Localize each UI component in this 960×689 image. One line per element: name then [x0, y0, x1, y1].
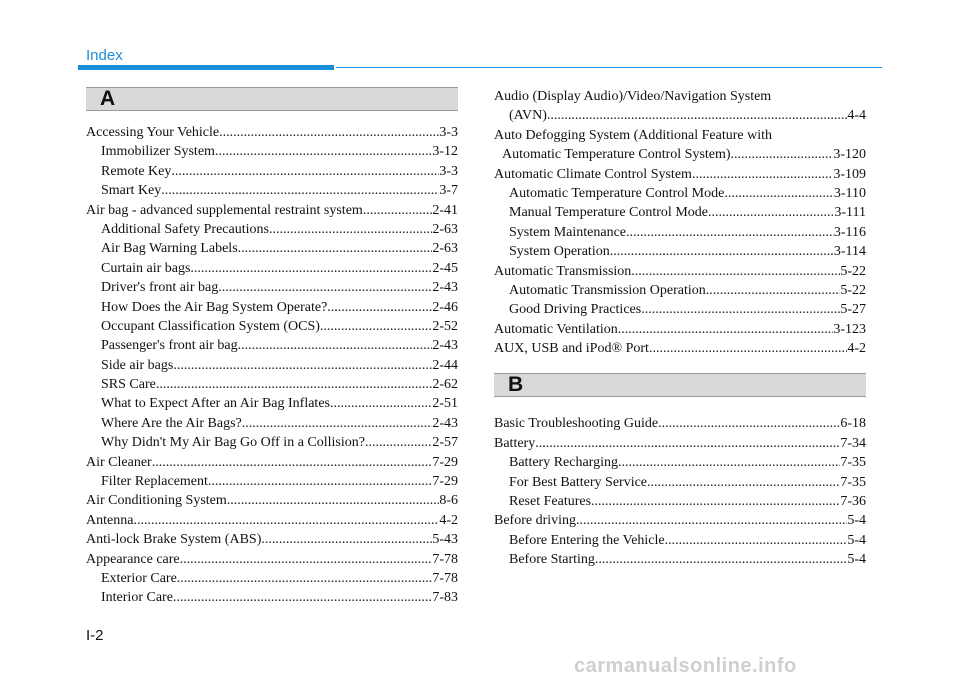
entry-text: System Operation — [509, 244, 610, 260]
entry-page: 5-4 — [847, 532, 866, 548]
entry-text: How Does the Air Bag System Operate? — [101, 299, 328, 315]
entry-page: 2-52 — [432, 318, 458, 334]
index-entry[interactable] — [86, 530, 458, 549]
entry-page: 2-63 — [432, 221, 458, 237]
entry-text: Before Starting — [509, 552, 595, 568]
entry-page: 5-22 — [840, 282, 866, 298]
entry-text: (AVN) — [509, 108, 547, 124]
index-subentry[interactable] — [86, 259, 458, 278]
entry-page: 8-6 — [439, 493, 458, 509]
index-subentry[interactable] — [86, 220, 458, 239]
index-subentry[interactable] — [86, 569, 458, 588]
entry-text: What to Expect After an Air Bag Inflates — [101, 396, 330, 412]
entry-text: Automatic Climate Control System — [494, 166, 692, 182]
entry-page: 7-78 — [432, 551, 458, 567]
entry-text: Curtain air bags — [101, 260, 191, 276]
section-bar-b — [494, 373, 866, 397]
index-entry[interactable] — [86, 511, 458, 530]
entry-page: 7-36 — [840, 494, 866, 510]
entry-page: 5-43 — [432, 532, 458, 548]
index-subentry[interactable] — [494, 184, 866, 203]
header-rule-thin — [336, 67, 882, 68]
entry-page: 3-12 — [432, 144, 458, 160]
entry-page: 3-120 — [833, 147, 866, 163]
entry-text: AUX, USB and iPod® Port — [494, 341, 649, 357]
index-subentry[interactable] — [494, 300, 866, 319]
index-subentry[interactable] — [86, 317, 458, 336]
entry-page: 4-2 — [847, 341, 866, 357]
index-subentry[interactable] — [494, 281, 866, 300]
index-entry[interactable] — [494, 165, 866, 184]
index-entry[interactable] — [494, 339, 866, 358]
entry-text: Air Conditioning System — [86, 493, 227, 509]
entry-page: 2-62 — [432, 377, 458, 393]
entry-page: 3-111 — [834, 205, 866, 221]
index-entry[interactable] — [494, 145, 866, 164]
entry-page: 4-2 — [439, 512, 458, 528]
entry-page: 5-27 — [840, 302, 866, 318]
entry-page: 3-3 — [439, 163, 458, 179]
entry-page: 7-78 — [432, 570, 458, 586]
index-subentry[interactable] — [86, 356, 458, 375]
entry-text: SRS Care — [101, 377, 156, 393]
entry-text: Manual Temperature Control Mode — [509, 205, 708, 221]
index-subentry[interactable] — [494, 453, 866, 472]
index-entry[interactable] — [86, 550, 458, 569]
section-letter-a: A — [100, 87, 116, 110]
entry-text: Good Driving Practices — [509, 302, 642, 318]
index-subentry[interactable] — [494, 473, 866, 492]
entry-page: 5-22 — [840, 263, 866, 279]
index-subentry[interactable] — [494, 223, 866, 242]
section-bar-a — [86, 87, 458, 111]
index-column-left — [86, 87, 458, 608]
index-entry[interactable] — [494, 262, 866, 281]
entry-page: 2-43 — [432, 280, 458, 296]
index-column-right — [494, 87, 866, 570]
entry-text: Appearance care — [86, 551, 180, 567]
entry-text: Battery — [494, 435, 536, 451]
entry-text: Filter Replacement — [101, 474, 208, 490]
entry-page: 7-29 — [432, 454, 458, 470]
entry-page: 3-110 — [833, 185, 866, 201]
index-entry[interactable] — [494, 511, 866, 530]
entry-page: 2-43 — [432, 338, 458, 354]
index-subentry[interactable] — [494, 242, 866, 261]
entry-text: System Maintenance — [509, 224, 627, 240]
index-entry[interactable] — [494, 320, 866, 339]
index-entry[interactable] — [86, 453, 458, 472]
entry-page: 3-123 — [833, 321, 866, 337]
entry-page: 2-57 — [432, 435, 458, 451]
section-letter-b: B — [508, 373, 524, 397]
index-subentry[interactable] — [86, 142, 458, 161]
entry-text: Where Are the Air Bags? — [101, 415, 242, 431]
entry-page: 5-4 — [847, 552, 866, 568]
index-subentry[interactable] — [86, 375, 458, 394]
entry-text: Anti-lock Brake System (ABS) — [86, 532, 262, 548]
entry-text: Passenger's front air bag — [101, 338, 238, 354]
entry-text: Air Bag Warning Labels — [101, 241, 238, 257]
index-subentry[interactable] — [494, 492, 866, 511]
index-subentry[interactable] — [494, 550, 866, 569]
entry-text: Antenna — [86, 512, 134, 528]
entry-page: 3-116 — [833, 224, 866, 240]
section-header-label: Index — [86, 47, 123, 64]
watermark-text: carmanualsonline.info — [574, 655, 797, 677]
entry-page: 3-109 — [833, 166, 866, 182]
index-entry[interactable] — [86, 123, 458, 142]
index-subentry[interactable] — [86, 278, 458, 297]
entry-text: Why Didn't My Air Bag Go Off in a Collision? — [101, 435, 365, 451]
entry-text: For Best Battery Service — [509, 474, 648, 490]
entry-text: Automatic Ventilation — [494, 321, 618, 337]
entry-page: 3-3 — [439, 125, 458, 140]
index-subentry[interactable] — [86, 394, 458, 413]
entry-text: Driver's front air bag — [101, 280, 219, 296]
entry-text-line1: Auto Defogging System (Additional Feature with — [494, 127, 773, 143]
entry-page: 3-114 — [833, 244, 866, 260]
entry-page: 3-7 — [439, 183, 458, 199]
index-subentry[interactable] — [86, 472, 458, 491]
page-number: I-2 — [86, 627, 104, 644]
entry-text: Air bag - advanced supplemental restraint system — [86, 202, 363, 218]
entry-text: Side air bags — [101, 357, 174, 373]
index-subentry[interactable] — [86, 414, 458, 433]
header-rule-thick — [78, 65, 334, 70]
index-subentry[interactable] — [494, 203, 866, 222]
entry-page: 7-29 — [432, 474, 458, 490]
index-subentry[interactable] — [86, 433, 458, 452]
entry-text: Before Entering the Vehicle — [509, 532, 665, 548]
index-subentry[interactable] — [86, 162, 458, 181]
index-subentry[interactable] — [86, 298, 458, 317]
entry-text: Remote Key — [101, 163, 172, 179]
index-entries-a-continued — [494, 87, 866, 358]
index-entries-b — [494, 414, 866, 569]
entry-text: Additional Safety Precautions — [101, 221, 269, 237]
entry-text: Automatic Temperature Control System) — [502, 147, 731, 163]
entry-text: Automatic Transmission — [494, 263, 632, 279]
entry-page: 2-51 — [432, 396, 458, 412]
entry-page: 7-35 — [840, 474, 866, 490]
index-entry[interactable] — [494, 414, 866, 433]
entry-text: Accessing Your Vehicle — [86, 125, 220, 140]
entry-text: Exterior Care — [101, 570, 177, 586]
entry-text-line1: Audio (Display Audio)/Video/Navigation System — [494, 89, 772, 104]
entry-text: Basic Troubleshooting Guide — [494, 416, 659, 432]
entry-text: Before driving — [494, 513, 577, 529]
entry-page: 7-35 — [840, 455, 866, 471]
entry-text: Interior Care — [101, 590, 173, 606]
entry-text: Smart Key — [101, 183, 162, 199]
index-subentry[interactable] — [86, 181, 458, 200]
index-entry[interactable] — [86, 201, 458, 220]
entry-page: 4-4 — [847, 108, 866, 124]
index-entry[interactable] — [86, 491, 458, 510]
entry-text: Automatic Transmission Operation — [509, 282, 706, 298]
index-subentry[interactable] — [86, 239, 458, 258]
entry-page: 2-46 — [432, 299, 458, 315]
index-entry[interactable] — [494, 434, 866, 453]
entry-text: Automatic Temperature Control Mode — [509, 185, 725, 201]
entry-page: 2-44 — [432, 357, 458, 373]
index-entry[interactable] — [494, 106, 866, 125]
index-subentry[interactable] — [494, 531, 866, 550]
entry-page: 6-18 — [840, 416, 866, 432]
entry-page: 2-63 — [432, 241, 458, 257]
entry-page: 7-83 — [432, 590, 458, 606]
index-subentry[interactable] — [86, 588, 458, 607]
entry-page: 7-34 — [840, 435, 866, 451]
entry-page: 2-41 — [432, 202, 458, 218]
entry-text: Air Cleaner — [86, 454, 152, 470]
entry-page: 2-43 — [432, 415, 458, 431]
entry-page: 2-45 — [432, 260, 458, 276]
entry-text: Reset Features — [509, 494, 592, 510]
index-entries-a — [86, 123, 458, 608]
entry-text: Battery Recharging — [509, 455, 618, 471]
entry-text: Occupant Classification System (OCS) — [101, 318, 320, 334]
entry-text: Immobilizer System — [101, 144, 215, 160]
index-subentry[interactable] — [86, 336, 458, 355]
entry-page: 5-4 — [847, 513, 866, 529]
